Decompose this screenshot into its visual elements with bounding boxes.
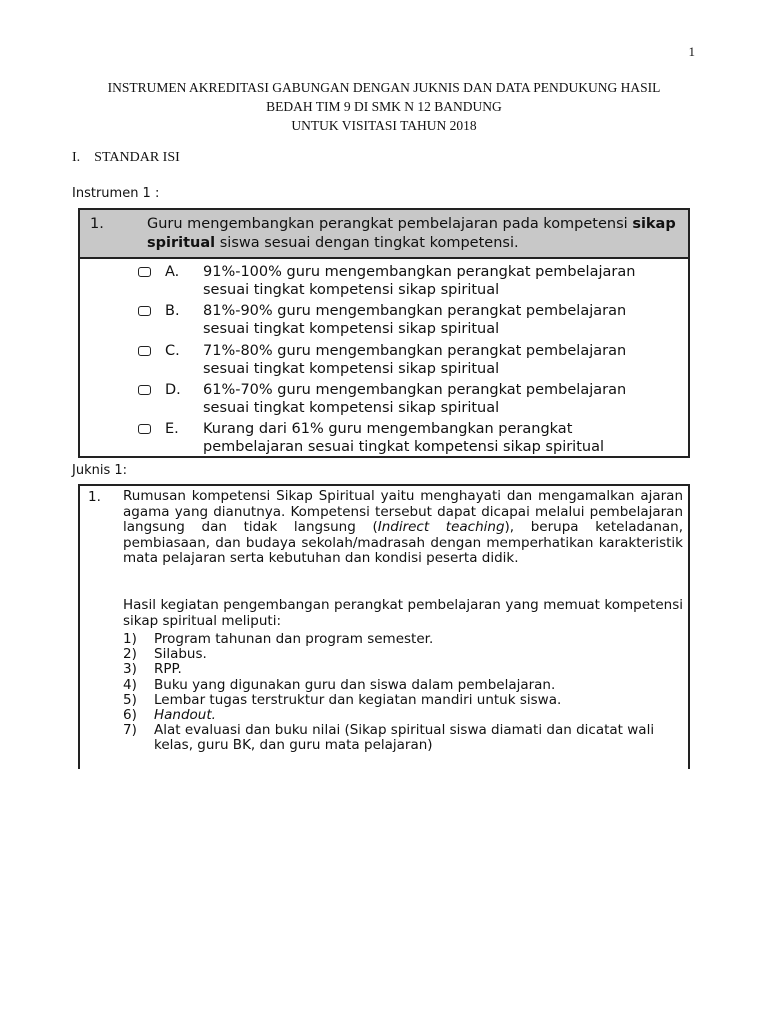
option-text: 61%-70% guru mengembangkan perangkat pembelajaran sesuai tingkat kompetensi sikap spiritual — [203, 382, 627, 416]
checkbox-icon[interactable] — [138, 385, 151, 395]
option-text: 71%-80% guru mengembangkan perangkat pembelajaran sesuai tingkat kompetensi sikap spiritual — [203, 343, 627, 377]
option-text: 81%-90% guru mengembangkan perangkat pembelajaran sesuai tingkat kompetensi sikap spiritual — [203, 303, 627, 337]
option-a[interactable] — [80, 262, 688, 302]
checkbox-icon[interactable] — [138, 346, 151, 356]
list-item: 1) Program tahunan dan program semester. — [123, 631, 434, 647]
section-title: STANDAR ISI — [94, 150, 180, 165]
question-text: Guru mengembangkan perangkat pembelajaran pada kompetensi sikap spiritual siswa sesuai dengan tingkat kompetensi. — [147, 216, 676, 251]
checkbox-icon[interactable] — [138, 306, 151, 316]
list-item: 4) Buku yang digunakan guru dan siswa dalam pembelajaran. — [123, 676, 556, 693]
title-line-3: UNTUK VISITASI TAHUN 2018 — [291, 118, 477, 133]
juknis-number: 1. — [88, 489, 101, 505]
option-letter: C. — [165, 343, 180, 359]
option-letter: B. — [165, 303, 180, 319]
option-letter: E. — [165, 421, 179, 437]
option-text: Kurang dari 61% guru mengembangkan perangkat pembelajaran sesuai tingkat kompetensi sikap spiritual — [203, 421, 605, 455]
option-c[interactable] — [80, 341, 688, 381]
option-letter: A. — [165, 264, 180, 280]
juknis-label: Juknis 1: — [72, 463, 128, 478]
juknis-italic-term: Indirect teaching — [377, 519, 505, 535]
instrumen-question — [80, 210, 688, 259]
title-line-1: INSTRUMEN AKREDITASI GABUNGAN DENGAN JUKNIS DAN DATA PENDUKUNG HASIL — [107, 80, 661, 95]
juknis-list — [123, 632, 683, 754]
juknis-paragraph-2: Hasil kegiatan pengembangan perangkat pembelajaran yang memuat kompetensi sikap spiritual meliputi: — [123, 597, 683, 629]
section-heading — [72, 150, 180, 166]
checkbox-icon[interactable] — [138, 424, 151, 434]
page-number: 1 — [688, 44, 695, 59]
document-title — [0, 78, 768, 135]
option-letter: D. — [165, 382, 181, 398]
option-b[interactable] — [80, 301, 688, 341]
option-text: 91%-100% guru mengembangkan perangkat pembelajaran sesuai tingkat kompetensi sikap spiritual — [203, 264, 636, 298]
question-number: 1. — [90, 216, 104, 232]
instrumen-label: Instrumen 1 : — [72, 186, 160, 201]
option-d[interactable] — [80, 380, 688, 420]
section-number: I. — [72, 150, 81, 165]
option-e[interactable] — [80, 419, 688, 459]
question-bold-term: sikap spiritual — [147, 216, 676, 251]
instrumen-table — [78, 208, 690, 458]
juknis-paragraph-1: Rumusan kompetensi Sikap Spiritual yaitu menghayati dan mengamalkan ajaran agama yang dianutnya. Kompetensi tersebut dapat dicapai melalui pembelajaran langsung dan tidak langsung (Indirect teaching), berupa keteladanan, pembiasaan, dan budaya sekolah/madrasah dengan memperhatikan karakteristik mata pelajaran serta kebutuhan dan kondisi peserta didik. — [123, 488, 684, 566]
list-item: 2) Silabus. — [123, 646, 207, 663]
list-item: 6) Handout. — [123, 707, 216, 724]
list-item: 3) RPP. — [123, 661, 182, 678]
title-line-2: BEDAH TIM 9 DI SMK N 12 BANDUNG — [266, 99, 502, 114]
juknis-box — [78, 484, 690, 769]
list-item: 5) Lembar tugas terstruktur dan kegiatan mandiri untuk siswa. — [123, 691, 562, 708]
list-item: 7) Alat evaluasi dan buku nilai (Sikap spiritual siswa diamati dan dicatat wali kelas, guru BK, dan guru mata pelajaran) — [123, 722, 655, 754]
checkbox-icon[interactable] — [138, 267, 151, 277]
